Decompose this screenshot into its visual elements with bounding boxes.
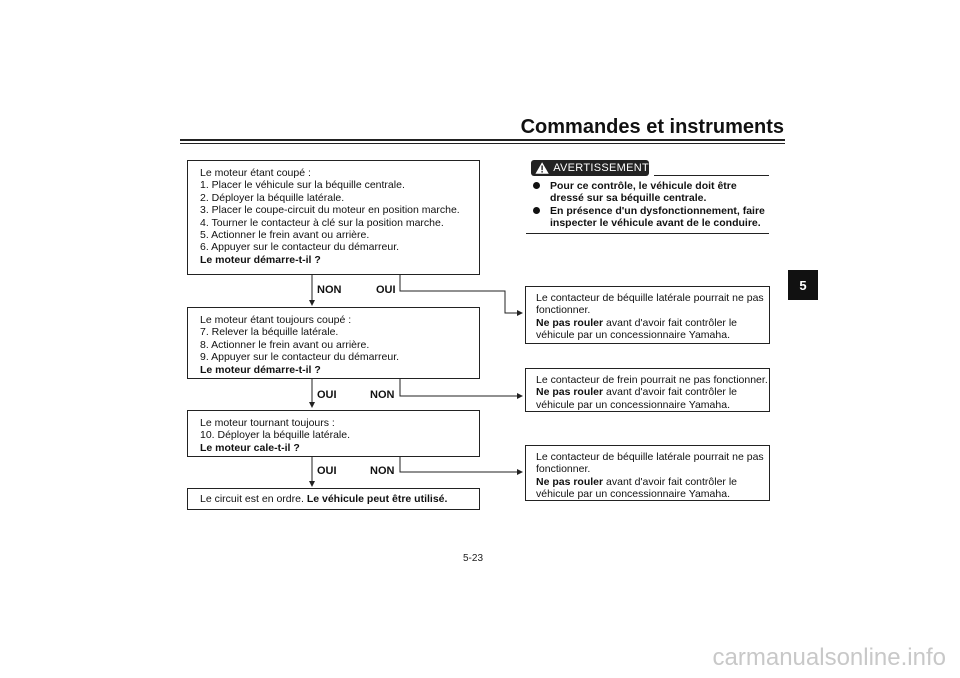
step-line: 10. Déployer la béquille latérale.	[200, 429, 351, 442]
step-line: 1. Placer le véhicule sur la béquille centrale.	[200, 179, 405, 192]
result-text: Le circuit est en ordre.	[200, 493, 304, 505]
result-line: véhicule par un concessionnaire Yamaha.	[536, 398, 730, 411]
flow-result-ok	[187, 488, 480, 510]
step-line: 7. Relever la béquille latérale.	[200, 326, 339, 339]
step-line: 5. Actionner le frein avant ou arrière.	[200, 229, 370, 242]
step-line: Le moteur étant toujours coupé :	[200, 314, 352, 326]
result-line: Le contacteur de béquille latérale pourrait ne pas	[536, 292, 764, 304]
branch-label-right: OUI	[376, 284, 396, 296]
step-question: Le moteur cale-t-il ?	[200, 441, 300, 454]
branch-label-right: NON	[370, 389, 395, 401]
branch-label-down: OUI	[317, 389, 337, 401]
result-line: fonctionner.	[536, 304, 591, 317]
step-line: 6. Appuyer sur le contacteur du démarreur.	[200, 241, 400, 254]
page-title: Commandes et instruments	[520, 116, 784, 138]
warning-rule-bottom	[526, 233, 769, 234]
step-line: 4. Tourner le contacteur à clé sur la position marche.	[200, 216, 444, 229]
flow-step-2	[187, 307, 480, 379]
bullet-icon	[533, 182, 540, 189]
step-line: Le moteur étant coupé :	[200, 167, 311, 179]
warning-item-text: Pour ce contrôle, le véhicule doit être dressé sur sa béquille centrale.	[550, 180, 737, 205]
result-text-bold: Le véhicule peut être utilisé.	[306, 493, 448, 505]
warning-item	[530, 205, 770, 230]
warning-badge	[531, 160, 649, 176]
result-line: Le contacteur de frein pourrait ne pas fonctionner.	[536, 374, 768, 386]
result-line: avant d'avoir fait contrôler le	[603, 316, 738, 329]
step-line: 2. Déployer la béquille latérale.	[200, 191, 345, 204]
step-line: 3. Placer le coupe-circuit du moteur en position marche.	[200, 204, 460, 217]
result-line: avant d'avoir fait contrôler le	[603, 386, 738, 399]
flow-result-sidestand-1	[525, 286, 770, 344]
result-line: Le contacteur de béquille latérale pourrait ne pas	[536, 451, 764, 463]
chapter-tab[interactable]: 5	[788, 270, 818, 300]
branch-label-right: NON	[370, 465, 395, 477]
branch-label-down: NON	[317, 284, 342, 296]
bullet-icon	[533, 207, 540, 214]
result-line: véhicule par un concessionnaire Yamaha.	[536, 329, 730, 342]
watermark: carmanualsonline.info	[712, 644, 946, 671]
flow-step-1	[187, 160, 480, 275]
step-line: 8. Actionner le frein avant ou arrière.	[200, 338, 370, 351]
result-warning-bold: Ne pas rouler	[536, 316, 604, 329]
page-number: 5-23	[463, 553, 484, 564]
flow-step-3	[187, 410, 480, 457]
step-question: Le moteur démarre-t-il ?	[200, 253, 321, 266]
warning-icon	[535, 161, 549, 175]
branch-label-down: OUI	[317, 465, 337, 477]
step-line: 9. Appuyer sur le contacteur du démarreur.	[200, 351, 400, 364]
flow-result-brake	[525, 368, 770, 412]
warning-rule-top	[654, 175, 769, 176]
step-question: Le moteur démarre-t-il ?	[200, 363, 321, 376]
result-line: véhicule par un concessionnaire Yamaha.	[536, 488, 730, 501]
result-line: fonctionner.	[536, 463, 591, 476]
flow-result-sidestand-2	[525, 445, 770, 501]
warning-item	[530, 180, 770, 205]
warning-list	[530, 180, 770, 230]
warning-item-text: En présence d'un dysfonctionnement, faire inspecter le véhicule avant de le conduire.	[550, 204, 765, 230]
result-warning-bold: Ne pas rouler	[536, 475, 604, 488]
result-line: avant d'avoir fait contrôler le	[603, 475, 738, 488]
result-warning-bold: Ne pas rouler	[536, 386, 604, 399]
warning-label: AVERTISSEMENT	[553, 162, 649, 174]
step-line: Le moteur tournant toujours :	[200, 417, 335, 429]
